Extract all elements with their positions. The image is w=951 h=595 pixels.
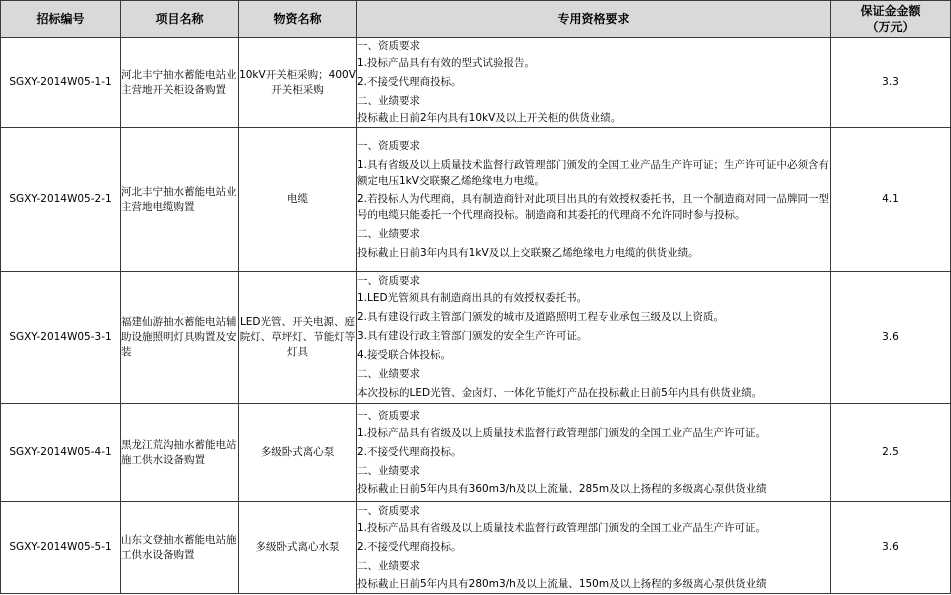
- tender-code: SGXY-2014W05-1-1: [1, 38, 121, 128]
- table-row: [1, 38, 951, 128]
- deposit-amount: 3.3: [831, 38, 951, 128]
- req-line: 2.具有建设行政主管部门颁发的城市及道路照明工程专业承包三级及以上资质。: [357, 310, 725, 323]
- deposit-amount: 2.5: [831, 404, 951, 502]
- req-line: 2.不接受代理商投标。: [357, 446, 462, 458]
- req-line: 2.不接受代理商投标。: [357, 541, 462, 553]
- req-line: 2.若投标人为代理商，具有制造商针对此项目出具的有效授权委托书，且一个制造商对同一品牌同一型号的电缆只能委托一个代理商投标。制造商和其委托的代理商不允许同时参与投标。: [357, 192, 830, 221]
- tender-code: SGXY-2014W05-2-1: [1, 128, 121, 272]
- header-deposit-line1: 保证金金额: [860, 4, 921, 18]
- header-material: 物资名称: [239, 1, 357, 38]
- req-line: 二、业绩要求: [357, 367, 420, 380]
- deposit-amount: 3.6: [831, 502, 951, 594]
- req-line: 1.LED光管须具有制造商出具的有效授权委托书。: [357, 291, 588, 304]
- req-line: 一、资质要求: [357, 274, 420, 287]
- requirements-cell: [357, 502, 831, 594]
- req-line: 二、业绩要求: [357, 560, 420, 572]
- tender-code: SGXY-2014W05-3-1: [1, 272, 121, 404]
- req-line: 1.具有省级及以上质量技术监督行政管理部门颁发的全国工业产品生产许可证；生产许可证中必须含有额定电压1kV交联聚乙烯绝缘电力电缆。: [357, 158, 830, 187]
- tender-code: SGXY-2014W05-4-1: [1, 404, 121, 502]
- req-line: 一、资质要求: [357, 505, 420, 517]
- header-deposit: [831, 1, 951, 38]
- table-row: [1, 128, 951, 272]
- material-name: 多级卧式离心泵: [239, 404, 357, 502]
- req-line: 一、资质要求: [357, 40, 420, 52]
- project-name: 山东文登抽水蓄能电站施工供水设备购置: [121, 502, 239, 594]
- requirements-cell: [357, 38, 831, 128]
- req-line: 1.投标产品具有省级及以上质量技术监督行政管理部门颁发的全国工业产品生产许可证。: [357, 522, 767, 534]
- deposit-amount: 3.6: [831, 272, 951, 404]
- project-name: 福建仙游抽水蓄能电站辅助设施照明灯具购置及安装: [121, 272, 239, 404]
- requirements-cell: [357, 404, 831, 502]
- req-line: 4.接受联合体投标。: [357, 348, 452, 361]
- req-line: 二、业绩要求: [357, 95, 420, 107]
- req-line: 投标截止日前2年内具有10kV及以上开关柜的供货业绩。: [357, 112, 622, 124]
- material-name: LED光管、开关电源、庭院灯、草坪灯、节能灯等灯具: [239, 272, 357, 404]
- req-line: 1.投标产品具有省级及以上质量技术监督行政管理部门颁发的全国工业产品生产许可证。: [357, 427, 767, 439]
- req-line: 二、业绩要求: [357, 465, 420, 477]
- project-name: 河北丰宁抽水蓄能电站业主营地开关柜设备购置: [121, 38, 239, 128]
- material-name: 10kV开关柜采购；400V开关柜采购: [239, 38, 357, 128]
- req-line: 3.具有建设行政主管部门颁发的安全生产许可证。: [357, 329, 588, 342]
- requirements-cell: [357, 128, 831, 272]
- table-row: [1, 502, 951, 594]
- table-row: [1, 404, 951, 502]
- req-line: 二、业绩要求: [357, 227, 420, 240]
- header-project: 项目名称: [121, 1, 239, 38]
- header-requirements: 专用资格要求: [357, 1, 831, 38]
- project-name: 黑龙江荒沟抽水蓄能电站施工供水设备购置: [121, 404, 239, 502]
- header-row: [1, 1, 951, 38]
- table-row: [1, 272, 951, 404]
- req-line: 投标截止日前3年内具有1kV及以上交联聚乙烯绝缘电力电缆的供货业绩。: [357, 246, 699, 259]
- tender-code: SGXY-2014W05-5-1: [1, 502, 121, 594]
- req-line: 2.不接受代理商投标。: [357, 76, 462, 88]
- requirements-cell: [357, 272, 831, 404]
- req-line: 本次投标的LED光管、金卤灯、一体化节能灯产品在投标截止日前5年内具有供货业绩。: [357, 386, 763, 399]
- project-name: 河北丰宁抽水蓄能电站业主营地电缆购置: [121, 128, 239, 272]
- req-line: 投标截止日前5年内具有360m3/h及以上流量、285m及以上扬程的多级离心泵供货业绩: [357, 483, 767, 495]
- header-code: 招标编号: [1, 1, 121, 38]
- req-line: 一、资质要求: [357, 410, 420, 422]
- deposit-amount: 4.1: [831, 128, 951, 272]
- material-name: 电缆: [239, 128, 357, 272]
- req-line: 一、资质要求: [357, 139, 420, 152]
- header-deposit-line2: （万元）: [866, 20, 915, 34]
- material-name: 多级卧式离心水泵: [239, 502, 357, 594]
- req-line: 投标截止日前5年内具有280m3/h及以上流量、150m及以上扬程的多级离心泵供货业绩: [357, 578, 767, 590]
- req-line: 1.投标产品具有有效的型式试验报告。: [357, 57, 536, 69]
